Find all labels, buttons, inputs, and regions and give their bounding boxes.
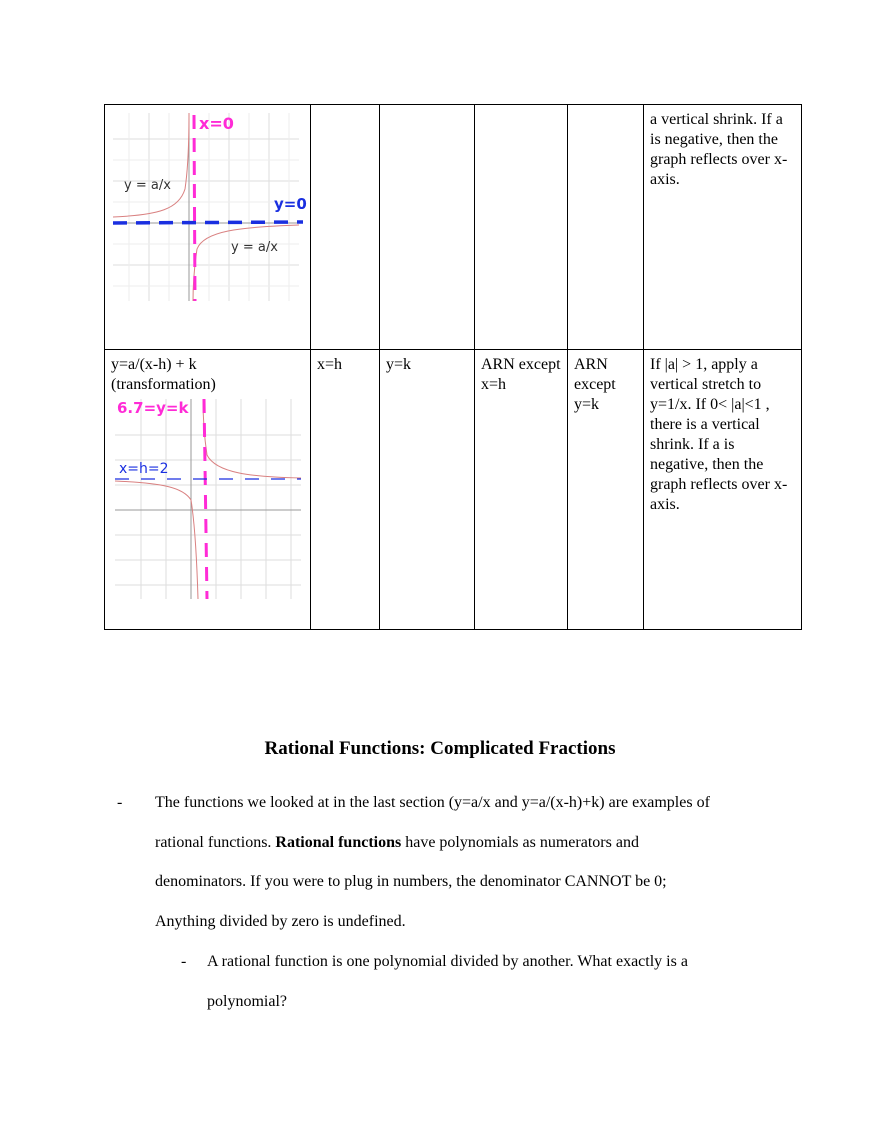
function-note: (transformation) (111, 376, 216, 393)
section-title: Rational Functions: Complicated Fractions (264, 738, 616, 759)
horizontal-asymptote-annotation: 6.7=y=k (117, 399, 189, 417)
function-formula: y=a/(x-h) + k (111, 356, 197, 373)
curve-label-1: y = a/x (124, 178, 171, 193)
graph-transformation (111, 395, 305, 601)
bullet-paragraph-2: A rational function is one polynomial divided by another. What exactly is a polynomial? (207, 953, 688, 1010)
graph-cell (105, 105, 311, 350)
table-row (105, 105, 802, 350)
domain-cell: ARN except x=h (475, 350, 568, 630)
function-cell (105, 350, 311, 630)
graph-y-a-over-x (109, 109, 307, 305)
vertical-asymptote-cell: x=h (311, 350, 380, 630)
vertical-asymptote-annotation: x=h=2 (119, 461, 169, 477)
description-cell: a vertical shrink. If a is negative, then the graph reflects over x-axis. (644, 105, 802, 350)
horizontal-asymptote-label: y=0 (274, 195, 307, 213)
vertical-asymptote-label: x=0 (199, 114, 234, 133)
term-rational-functions: Rational functions (275, 833, 402, 851)
table-row (105, 350, 802, 630)
bullet-marker: - (117, 794, 123, 811)
rational-functions-table (104, 104, 802, 630)
bullet-paragraph-1: The functions we looked at in the last section (y=a/x and y=a/(x-h)+k) are examples of rational functions. Rational functions have polynomials as numerators and denominators. If you were to plug in numbers, the denominator CANNOT be 0; Anything divided by zero is undefined. (155, 794, 710, 930)
description-cell: If |a| > 1, apply a vertical stretch to y=1/x. If 0< |a|<1 , there is a vertical shrink. If a is negative, then the graph reflects over x-axis. (644, 350, 802, 630)
sub-bullet-marker: - (181, 953, 187, 970)
horizontal-asymptote-cell: y=k (380, 350, 475, 630)
curve-label-2: y = a/x (231, 240, 278, 255)
range-cell: ARN except y=k (568, 350, 644, 630)
